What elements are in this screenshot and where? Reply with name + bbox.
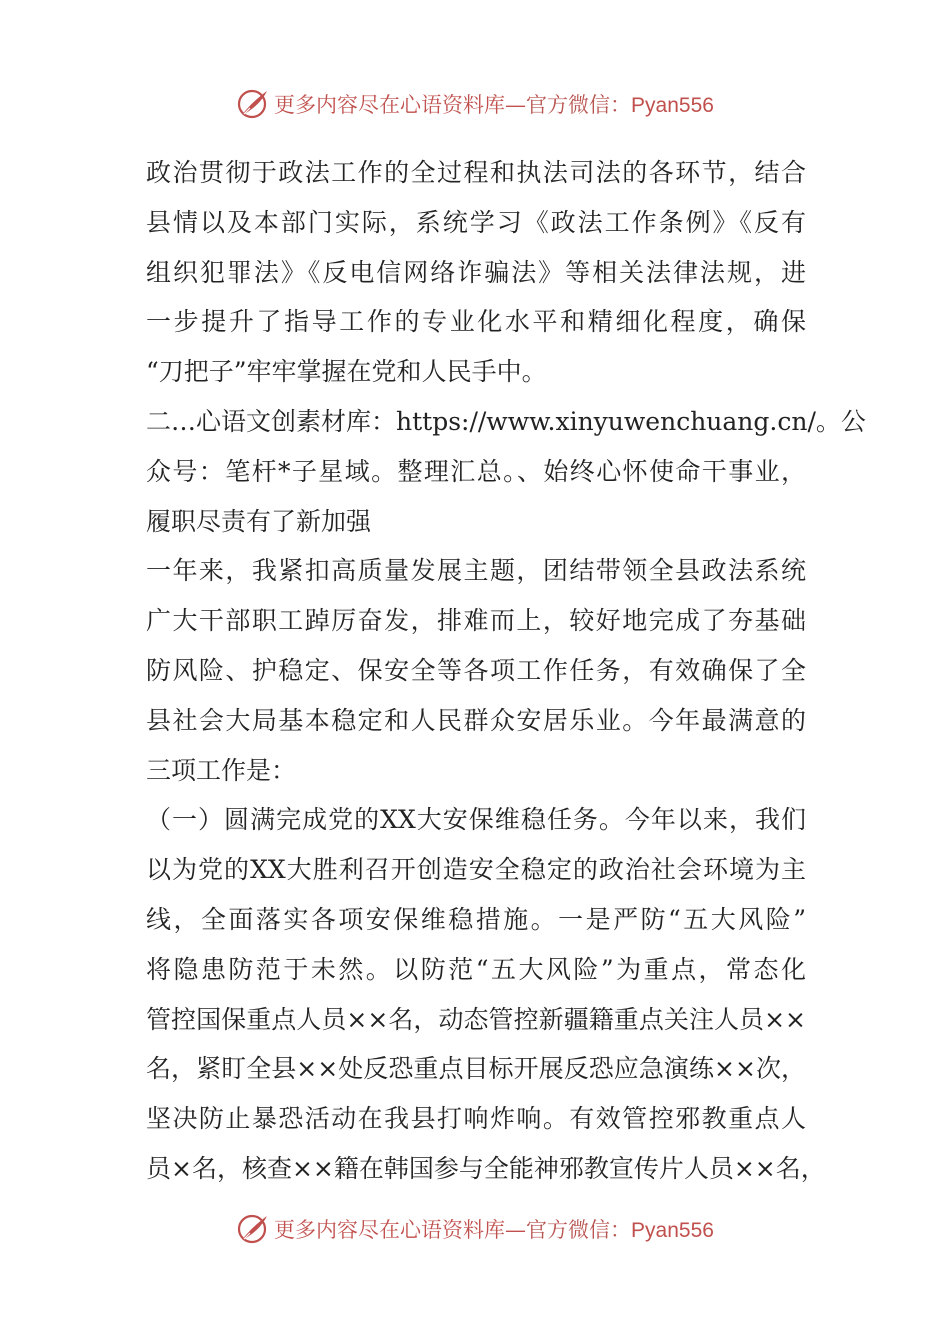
- body-line: 名，紧盯全县××处反恐重点目标开展反恐应急演练××次，: [146, 1054, 806, 1084]
- body-line: 一步提升了指导工作的专业化水平和精细化程度，确保: [146, 307, 806, 337]
- banner-wechat-label: 官方微信：: [526, 1218, 632, 1242]
- quill-pen-circle-icon: [236, 1212, 270, 1246]
- body-line: 组织犯罪法》《反电信网络诈骗法》等相关法律法规，进: [146, 257, 806, 287]
- body-line: 县情以及本部门实际，系统学习《政法工作条例》《反有: [146, 207, 806, 237]
- header-banner-text: [274, 89, 714, 119]
- banner-dash: —: [505, 93, 527, 117]
- body-line: （一）圆满完成党的XX大安保维稳任务。今年以来，我们: [146, 805, 806, 835]
- body-line: 坚决防止暴恐活动在我县打响炸响。有效管控邪教重点人: [146, 1104, 806, 1134]
- body-line: 线，全面落实各项安保维稳措施。一是严防“五大风险”: [146, 904, 806, 934]
- body-line: 履职尽责有了新加强: [146, 506, 372, 536]
- body-line: 二…心语文创素材库：https://www.xinyuwenchuang.cn/。公: [146, 406, 866, 436]
- quill-pen-circle-icon: [236, 87, 270, 121]
- body-line: 众号：笔杆*子星域。整理汇总。、始终心怀使命干事业，: [146, 456, 806, 486]
- banner-wechat-id: Pyan556: [631, 1219, 714, 1242]
- header-watermark-banner: [0, 86, 950, 122]
- body-line: 管控国保重点人员××名，动态管控新疆籍重点关注人员××: [146, 1004, 806, 1034]
- body-line: 防风险、护稳定、保安全等各项工作任务，有效确保了全: [146, 655, 806, 685]
- body-line: 广大干部职工踔厉奋发，排难而上，较好地完成了夯基础: [146, 606, 806, 636]
- footer-banner-text: [274, 1214, 714, 1244]
- body-line: 县社会大局基本稳定和人民群众安居乐业。今年最满意的: [146, 705, 806, 735]
- body-line: 将隐患防范于未然。以防范“五大风险”为重点，常态化: [146, 954, 806, 984]
- body-line: 三项工作是：: [146, 755, 297, 785]
- banner-wechat-label: 官方微信：: [526, 93, 632, 117]
- body-line: 员×名，核查××籍在韩国参与全能神邪教宣传片人员××名，: [146, 1153, 826, 1183]
- body-line: “刀把子”牢牢掌握在党和人民手中。: [146, 357, 547, 387]
- banner-site-name: 更多内容尽在心语资料库: [274, 1218, 506, 1242]
- banner-wechat-id: Pyan556: [631, 94, 714, 117]
- body-line: 政治贯彻于政法工作的全过程和执法司法的各环节，结合: [146, 158, 806, 187]
- banner-dash: —: [505, 1218, 527, 1242]
- body-line: 以为党的XX大胜利召开创造安全稳定的政治社会环境为主: [146, 855, 806, 885]
- banner-site-name: 更多内容尽在心语资料库: [274, 93, 506, 117]
- document-body: [146, 148, 866, 1194]
- footer-watermark-banner: [0, 1211, 950, 1247]
- body-line: 一年来，我紧扣高质量发展主题，团结带领全县政法系统: [146, 556, 806, 586]
